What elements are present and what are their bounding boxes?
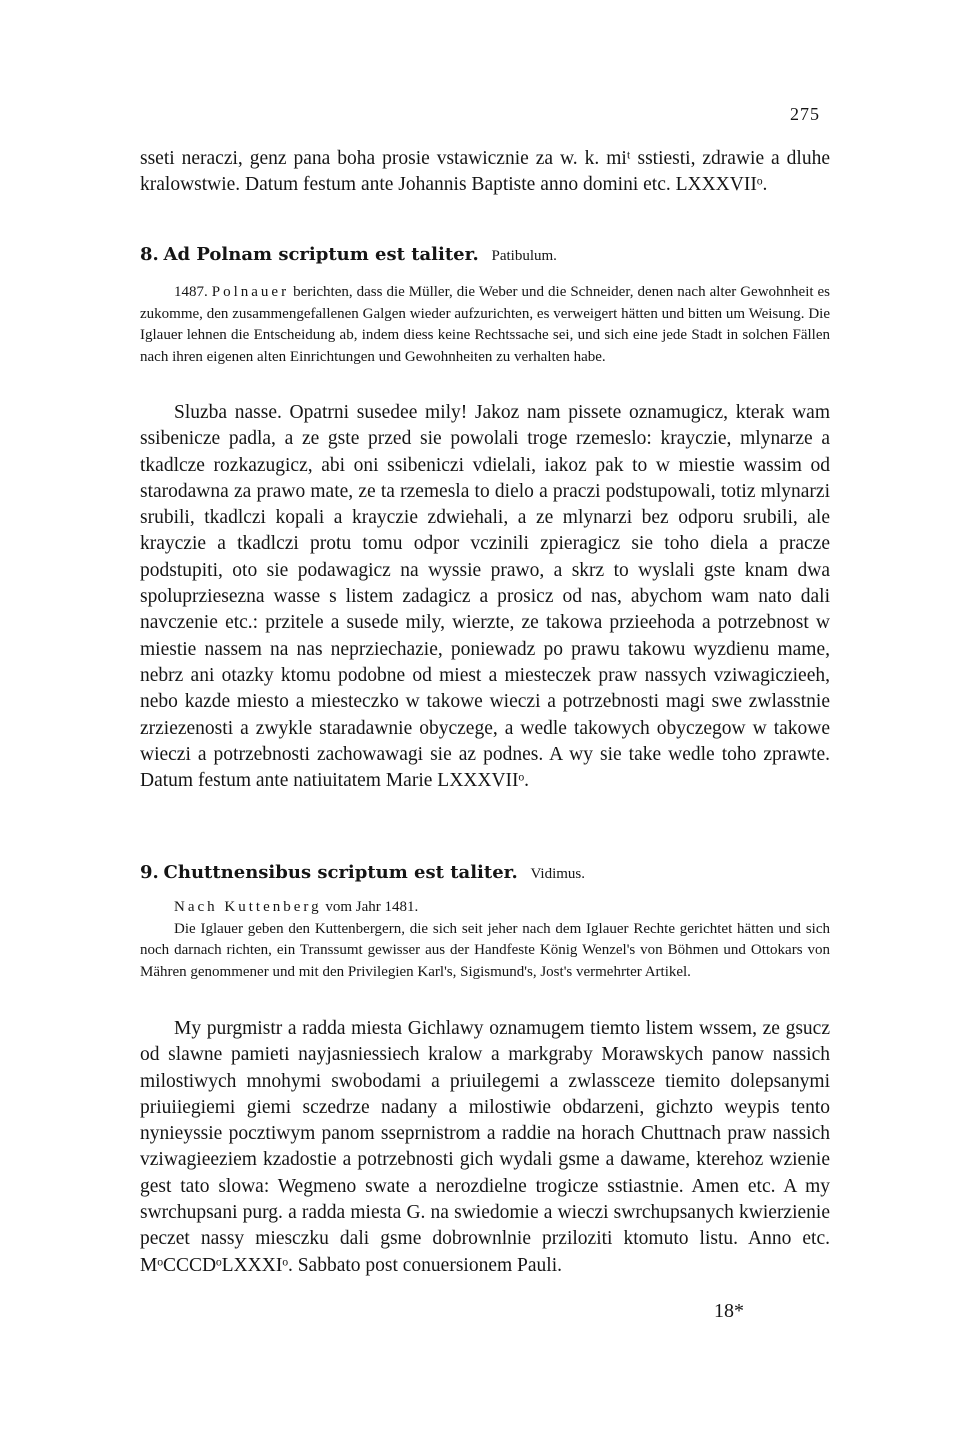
page-number: 275 <box>790 104 820 124</box>
signature-mark: 18* <box>714 1300 744 1322</box>
section-9-number: 9. <box>140 862 159 883</box>
section-8-note-text: berichten, dass die Müller, die Weber und die Schneider, denen nach alter Gewohnheit es zukomme, den zusammengefallenen Galgen wieder aufzurichten, es verweigert hätten und bitten um Weisung. Die Iglauer lehnen die Entscheidung ab, indem diess keine Rechtssache sei, und sich eine jede Stadt in solchen Fällen nach ihren eigenen alten Einrichtungen und Gewohnheiten zu verhalten habe. <box>140 284 831 365</box>
section-8-note-year: 1487. <box>174 284 208 300</box>
paragraph-continuation: sseti neraczi, genz pana boha prosie vstawicznie za w. k. miᵗ sstiesti, zdrawie a dluhe kralowstwie. Datum festum ante Johannis Baptiste anno domini etc. LXXXVIIᵒ. <box>140 148 830 196</box>
section-8-summary <box>140 282 830 368</box>
section-9-note-text: Die Iglauer geben den Kuttenbergern, die sich seit jeher nach dem Iglauer Rechte gerichtet hätten und sich noch darnach richten, ein Transsumt gewisser aus der Handfeste König Wenzel's von Böhmen und Ottokars von Mähren genommener und mit den Privilegien Karl's, Sigismund's, Jost's vermehrter Artikel. <box>140 920 830 980</box>
section-9-heading <box>140 862 830 884</box>
section-9-note-place: Nach Kuttenberg <box>174 899 322 915</box>
section-9-title: Chuttnensibus scriptum est taliter. <box>163 862 518 883</box>
section-9-note-year: vom Jahr 1481. <box>325 899 419 915</box>
section-8-subtitle: Patibulum. <box>491 248 557 264</box>
section-9-body: My purgmistr a radda miesta Gichlawy oznamugem tiemto listem wssem, ze gsucz od slawne pamieti nayjasniessiech kralow a markgraby Morawskych panow nassich milostiwych mnohymi swobodami a priuilegemi a zwlassceze tiemito dolepsanymi priuiiegiemi giemi sczedrze nadany a milostiwie obdarzeni, gichzto weypis tento nynieyssie pocztiwym panom sseprnistrom a raddie na horach Chuttnach praw nassich vziwagieeziem kzadostie a potrzebnosti gich wydali gsme a dawame, kterehoz wzienie gest tato slowa: Wegmeno swate a nerozdielne trogicze sstiastnie. Amen etc. A my swrchupsani purg. a radda miesta G. na swiedomie a wieczi swrchupsanych kwierzienie peczet nassy miesczku dali gsme dobrownlnie prziloziti ktomuto listu. Anno etc. MᵒCCCDᵒLXXXIᵒ. Sabbato post conuersionem Pauli. <box>140 1018 830 1276</box>
section-9-note-heading <box>140 897 830 919</box>
section-8-body: Sluzba nasse. Opatrni susedee mily! Jakoz nam pissete oznamugicz, kterak wam ssibenicze padla, a ze gste przed sie powolali troge rzemeslo: krayczie, mlynarze a tkadlcze rozkazugicz, abi oni ssibeniczi vdielali, iakoz pak to w miestie wassim od starodawna za prawo mate, ze ta rzemesla to dielo a praczi podstupowali, totiz mlynarzi srubili, tkadlczi kopali a krayczie zdwiehali, a ze mlynarzi bez odporu srubili, ale krayczie a tkadlczi protu tomu odpor vczinili zpieragicz sie toho diela a pracze podstupiti, oto sie podawagicz na wyssie prawo, a skrz to wyslali gste knam dwa spoluprziesezna wasse s listem zadagicz a prosicz od nas, abychom wam nato dali navczenie etc.: przitele a susede mily, wierzte, ze takowa przieehoda a potrzebnost w miestie nassem na nas neprziechazie, poniewadz po prawu takowu wyzdienu mame, nebrz ani otazky ktomu podobne od miest a miesteczek praw nassych vziwagiczieeh, nebo kazde miesto a miesteczko w takowe wieczi a potrzebnosti magi swe zwlasstnie zrziezenosti a zwykle staradawnie obyczege, a wedle takowych obyczegow w takowe wieczi a potrzebnosti zachowawagi sie az podnes. A wy sie take wedle toho zprawte. Datum festum ante natiuitatem Marie LXXXVIIᵒ. <box>140 402 830 792</box>
section-8-note-name: Polnauer <box>211 284 290 300</box>
section-9-summary <box>140 897 830 983</box>
section-8-number: 8. <box>140 244 159 265</box>
section-9-subtitle: Vidimus. <box>530 866 586 882</box>
section-8-title: Ad Polnam scriptum est taliter. <box>163 244 479 265</box>
section-8-heading <box>140 244 830 266</box>
